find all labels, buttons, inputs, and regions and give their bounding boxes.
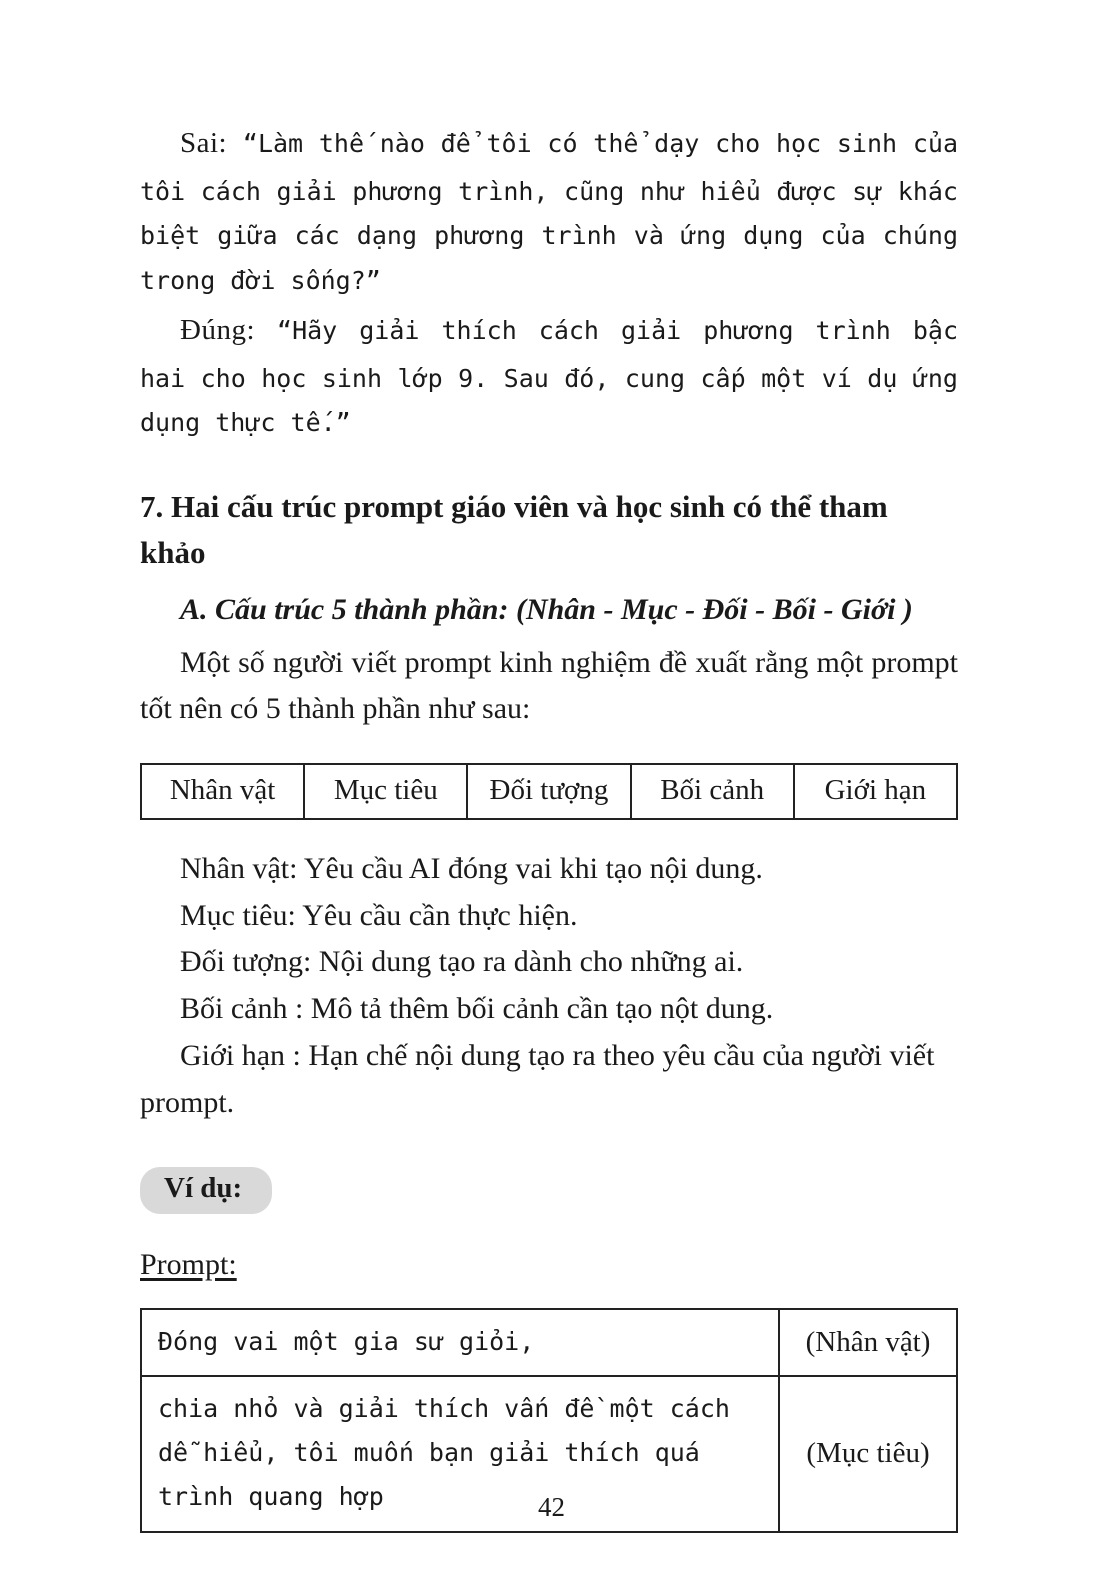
section-subheading: A. Cấu trúc 5 thành phần: (Nhân - Mục - Đối - Bối - Giới ) — [180, 592, 913, 626]
definition-gioi-han: Giới hạn : Hạn chế nội dung tạo ra theo yêu cầu của người viết prompt. — [140, 1038, 935, 1119]
page-number: 42 — [538, 1492, 565, 1522]
section-intro-paragraph: Một số người viết prompt kinh nghiệm đề xuất rằng một prompt tốt nên có 5 thành phần như sau: — [140, 645, 958, 726]
components-cell-nhan-vat: Nhân vật — [141, 764, 304, 819]
right-quote: “Hãy giải thích cách giải phương trình bậc hai cho học sinh lớp 9. Sau đó, cung cấp một ví dụ ứng dụng thực tế.” — [140, 316, 958, 438]
definition-nhan-vat: Nhân vật: Yêu cầu AI đóng vai khi tạo nội dung. — [180, 851, 763, 885]
definition-doi-tuong: Đối tượng: Nội dung tạo ra dành cho những ai. — [180, 945, 744, 979]
components-cell-gioi-han: Giới hạn — [794, 764, 957, 819]
prompt-row-content: chia nhỏ và giải thích vấn đề một cách dễ hiểu, tôi muốn bạn giải thích quá trình quang hợp — [141, 1376, 779, 1531]
components-table — [140, 763, 958, 820]
components-cell-doi-tuong: Đối tượng — [467, 764, 630, 819]
wrong-label: Sai: — [180, 127, 228, 159]
wrong-example-paragraph — [140, 118, 958, 303]
definition-muc-tieu: Mục tiêu: Yêu cầu cần thực hiện. — [180, 898, 578, 932]
section-heading: 7. Hai cấu trúc prompt giáo viên và học sinh có thể tham khảo — [140, 488, 888, 571]
wrong-quote: “Làm thế nào để tôi có thể dạy cho học sinh của tôi cách giải phương trình, cũng như hiểu được sự khác biệt giữa các dạng phương trình và ứng dụng của chúng trong đời sống?” — [140, 129, 958, 295]
definitions-list — [140, 846, 958, 1127]
right-label: Đúng: — [180, 314, 255, 347]
prompt-label: Prompt: — [140, 1247, 237, 1281]
definition-boi-canh: Bối cảnh : Mô tả thêm bối cảnh cần tạo nột dung. — [180, 992, 774, 1026]
components-cell-boi-canh: Bối cảnh — [631, 764, 794, 819]
components-cell-muc-tieu: Mục tiêu — [304, 764, 467, 819]
prompt-row-content: Đóng vai một gia sư giỏi, — [141, 1309, 779, 1377]
example-badge: Ví dụ: — [140, 1167, 272, 1214]
prompt-table-row — [141, 1309, 957, 1377]
right-example-paragraph — [140, 305, 958, 446]
prompt-row-tag: (Nhân vật) — [779, 1309, 957, 1377]
prompt-row-tag: (Mục tiêu) — [779, 1376, 957, 1531]
components-table-row — [141, 764, 957, 819]
